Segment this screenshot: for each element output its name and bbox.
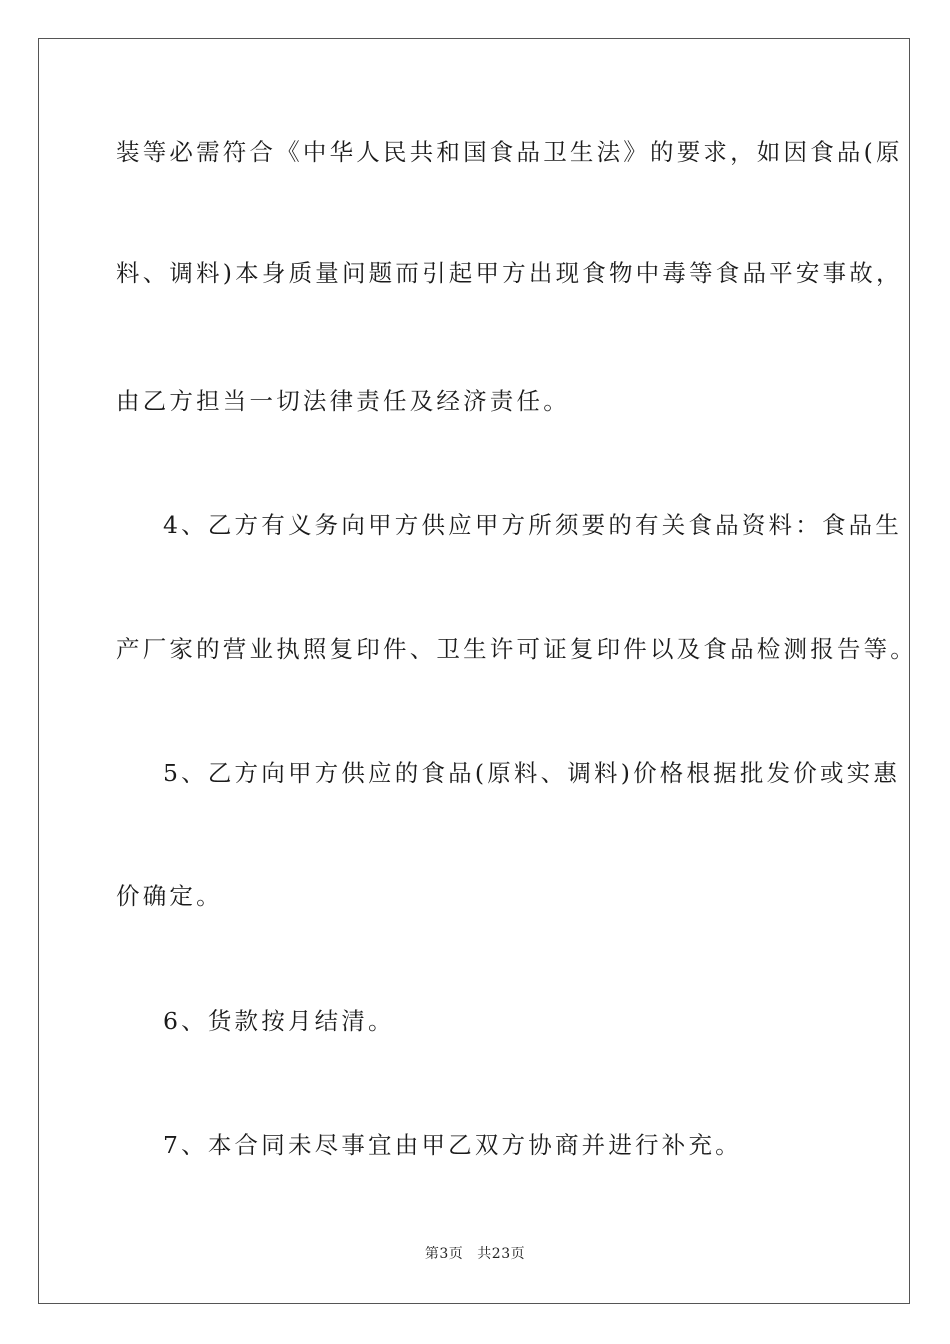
text-line: 5、乙方向甲方供应的食品(原料、调料)价格根据批发价或实惠: [163, 759, 901, 787]
text-line: 价确定。: [116, 882, 223, 910]
text-line: 产厂家的营业执照复印件、卫生许可证复印件以及食品检测报告等。: [116, 635, 917, 663]
page-total: 共23页: [477, 1246, 526, 1262]
text-line: 料、调料)本身质量问题而引起甲方出现食物中毒等食品平安事故，: [116, 259, 903, 287]
text-line: 由乙方担当一切法律责任及经济责任。: [116, 387, 570, 415]
text-line: 装等必需符合《中华人民共和国食品卫生法》的要求，如因食品(原: [116, 138, 903, 166]
page-footer: [0, 1244, 950, 1264]
text-line: 7、本合同未尽事宜由甲乙双方协商并进行补充。: [163, 1131, 742, 1159]
text-line: 4、乙方有义务向甲方供应甲方所须要的有关食品资料：食品生: [163, 511, 903, 539]
page-border: [38, 38, 917, 1304]
text-line: 6、货款按月结清。: [163, 1007, 395, 1035]
page-number: 第3页: [424, 1246, 464, 1262]
